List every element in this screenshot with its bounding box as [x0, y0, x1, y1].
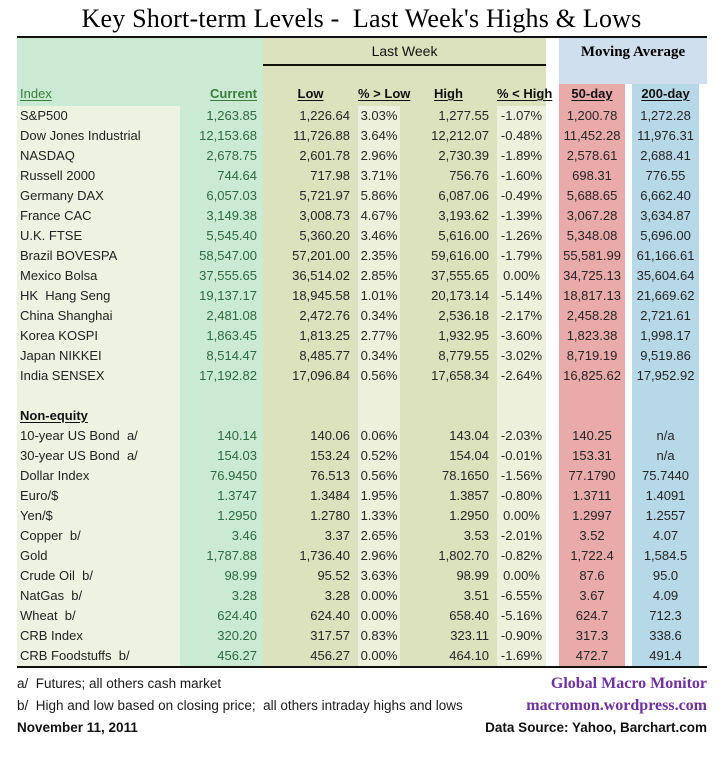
column-header-pct-above-low: % > Low: [358, 84, 400, 106]
footer: [17, 673, 707, 739]
spacer-cell: [263, 66, 546, 84]
ma200-cell: 1.2557: [625, 506, 707, 526]
pct-above-low-cell: 2.77%: [358, 326, 400, 346]
high-cell: 17,658.34: [400, 366, 497, 386]
ma200-cell: [625, 386, 707, 406]
index-cell: CRB Foodstuffs b/: [17, 646, 180, 666]
table-row: [17, 286, 707, 306]
table-row: [17, 366, 707, 386]
low-cell: 76.513: [263, 466, 358, 486]
ma50-cell: 87.6: [546, 566, 625, 586]
pct-below-high-cell: -2.64%: [497, 366, 546, 386]
ma50-cell: 1.2997: [546, 506, 625, 526]
table-row: [17, 326, 707, 346]
low-cell: 1.3484: [263, 486, 358, 506]
current-cell: [180, 386, 263, 406]
section-label: Non-equity: [20, 408, 88, 423]
table-row: [17, 526, 707, 546]
current-cell: 3.46: [180, 526, 263, 546]
pct-above-low-cell: 0.34%: [358, 346, 400, 366]
current-cell: 76.9450: [180, 466, 263, 486]
low-cell: [263, 406, 358, 426]
high-cell: 464.10: [400, 646, 497, 666]
ma50-cell: [546, 406, 625, 426]
footnotes: [17, 673, 463, 739]
ma50-cell: 624.7: [546, 606, 625, 626]
low-cell: 2,472.76: [263, 306, 358, 326]
ma50-cell: 140.25: [546, 426, 625, 446]
ma50-cell: 5,348.08: [546, 226, 625, 246]
ma200-cell: 17,952.92: [625, 366, 707, 386]
pct-above-low-cell: [358, 386, 400, 406]
report-date: November 11, 2011: [17, 720, 138, 735]
footnote-b: b/ High and low based on closing price; all others intraday highs and lows: [17, 698, 463, 713]
ma200-cell: 1,272.28: [625, 106, 707, 126]
pct-below-high-cell: -0.01%: [497, 446, 546, 466]
table-row: [17, 426, 707, 446]
group-header-row: [17, 38, 707, 66]
low-cell: 11,726.88: [263, 126, 358, 146]
low-cell: 36,514.02: [263, 266, 358, 286]
low-cell: 1,226.64: [263, 106, 358, 126]
pct-below-high-cell: -3.60%: [497, 326, 546, 346]
ma200-cell: 2,688.41: [625, 146, 707, 166]
ma50-cell: [546, 386, 625, 406]
ma50-cell: 153.31: [546, 446, 625, 466]
pct-below-high-cell: -1.26%: [497, 226, 546, 246]
credit-name: Global Macro Monitor: [550, 675, 707, 692]
index-cell: [17, 406, 180, 426]
pct-above-low-cell: 5.86%: [358, 186, 400, 206]
pct-below-high-cell: -1.39%: [497, 206, 546, 226]
table-row: [17, 106, 707, 126]
pct-above-low-cell: 3.46%: [358, 226, 400, 246]
current-cell: 320.20: [180, 626, 263, 646]
pct-below-high-cell: -1.79%: [497, 246, 546, 266]
high-cell: 1.3857: [400, 486, 497, 506]
ma50-cell: 1,200.78: [546, 106, 625, 126]
current-cell: 1,787.88: [180, 546, 263, 566]
current-cell: 5,545.40: [180, 226, 263, 246]
pct-above-low-cell: 1.33%: [358, 506, 400, 526]
pct-above-low-cell: 0.56%: [358, 466, 400, 486]
group-header-spacer-row: [17, 66, 707, 84]
pct-above-low-cell: 0.00%: [358, 606, 400, 626]
index-cell: Gold: [17, 546, 180, 566]
high-cell: 3.53: [400, 526, 497, 546]
column-header-low: Low: [263, 84, 358, 106]
current-cell: 456.27: [180, 646, 263, 666]
credit-url[interactable]: macromon.wordpress.com: [526, 697, 707, 714]
pct-below-high-cell: -0.82%: [497, 546, 546, 566]
current-cell: 744.64: [180, 166, 263, 186]
low-cell: 153.24: [263, 446, 358, 466]
current-cell: 624.40: [180, 606, 263, 626]
current-cell: 6,057.03: [180, 186, 263, 206]
low-cell: 317.57: [263, 626, 358, 646]
table-row: [17, 446, 707, 466]
ma200-cell: 11,976.31: [625, 126, 707, 146]
table-row: [17, 186, 707, 206]
ma50-cell: 698.31: [546, 166, 625, 186]
table-row: [17, 466, 707, 486]
pct-below-high-cell: [497, 406, 546, 426]
pct-above-low-cell: 2.96%: [358, 546, 400, 566]
high-cell: 6,087.06: [400, 186, 497, 206]
ma50-cell: 34,725.13: [546, 266, 625, 286]
ma200-cell: 1,998.17: [625, 326, 707, 346]
pct-above-low-cell: 3.03%: [358, 106, 400, 126]
current-cell: 2,678.75: [180, 146, 263, 166]
ma200-cell: 776.55: [625, 166, 707, 186]
low-cell: 624.40: [263, 606, 358, 626]
ma200-cell: 2,721.61: [625, 306, 707, 326]
pct-above-low-cell: 1.01%: [358, 286, 400, 306]
ma200-cell: 491.4: [625, 646, 707, 666]
ma50-cell: 5,688.65: [546, 186, 625, 206]
low-cell: 2,601.78: [263, 146, 358, 166]
ma200-cell: 75.7440: [625, 466, 707, 486]
pct-below-high-cell: -0.80%: [497, 486, 546, 506]
table-row: [17, 606, 707, 626]
credit-block: [485, 673, 707, 739]
pct-below-high-cell: 0.00%: [497, 566, 546, 586]
ma200-cell: n/a: [625, 426, 707, 446]
pct-above-low-cell: 0.06%: [358, 426, 400, 446]
current-cell: 1.2950: [180, 506, 263, 526]
low-cell: 57,201.00: [263, 246, 358, 266]
index-cell: HK Hang Seng: [17, 286, 180, 306]
index-cell: Wheat b/: [17, 606, 180, 626]
table-row: [17, 166, 707, 186]
index-cell: [17, 386, 180, 406]
current-cell: [180, 406, 263, 426]
pct-above-low-cell: 2.96%: [358, 146, 400, 166]
current-cell: 154.03: [180, 446, 263, 466]
index-cell: Russell 2000: [17, 166, 180, 186]
index-cell: Crude Oil b/: [17, 566, 180, 586]
pct-above-low-cell: [358, 406, 400, 426]
footnote-a: a/ Futures; all others cash market: [17, 676, 222, 691]
spacer-row: [17, 386, 707, 406]
ma200-cell: 4.09: [625, 586, 707, 606]
pct-above-low-cell: 0.52%: [358, 446, 400, 466]
table-row: [17, 486, 707, 506]
ma50-cell: 3,067.28: [546, 206, 625, 226]
high-cell: 37,555.65: [400, 266, 497, 286]
pct-below-high-cell: -1.07%: [497, 106, 546, 126]
high-cell: 8,779.55: [400, 346, 497, 366]
index-cell: Copper b/: [17, 526, 180, 546]
index-cell: Yen/$: [17, 506, 180, 526]
high-cell: 78.1650: [400, 466, 497, 486]
pct-below-high-cell: -0.90%: [497, 626, 546, 646]
low-cell: [263, 386, 358, 406]
pct-above-low-cell: 3.64%: [358, 126, 400, 146]
ma200-cell: 3,634.87: [625, 206, 707, 226]
low-cell: 1.2780: [263, 506, 358, 526]
column-header-high: High: [400, 84, 497, 106]
data-source: Data Source: Yahoo, Barchart.com: [485, 720, 707, 735]
index-cell: Brazil BOVESPA: [17, 246, 180, 266]
table-row: [17, 306, 707, 326]
low-cell: 5,721.97: [263, 186, 358, 206]
ma50-cell: 18,817.13: [546, 286, 625, 306]
column-header-ma200: 200-day: [625, 84, 707, 106]
high-cell: 323.11: [400, 626, 497, 646]
high-cell: 20,173.14: [400, 286, 497, 306]
high-cell: 3.51: [400, 586, 497, 606]
index-cell: Dow Jones Industrial: [17, 126, 180, 146]
high-cell: 5,616.00: [400, 226, 497, 246]
index-cell: NatGas b/: [17, 586, 180, 606]
ma200-cell: 9,519.86: [625, 346, 707, 366]
low-cell: 3,008.73: [263, 206, 358, 226]
table-row: [17, 546, 707, 566]
pct-above-low-cell: 3.71%: [358, 166, 400, 186]
table-row: [17, 566, 707, 586]
current-cell: 12,153.68: [180, 126, 263, 146]
pct-below-high-cell: -2.01%: [497, 526, 546, 546]
low-cell: 1,813.25: [263, 326, 358, 346]
ma200-cell: 1,584.5: [625, 546, 707, 566]
high-cell: 143.04: [400, 426, 497, 446]
table-row: [17, 206, 707, 226]
high-cell: 1,802.70: [400, 546, 497, 566]
high-cell: 756.76: [400, 166, 497, 186]
table-row: [17, 266, 707, 286]
high-cell: 1,932.95: [400, 326, 497, 346]
ma50-cell: 1,823.38: [546, 326, 625, 346]
ma200-cell: 21,669.62: [625, 286, 707, 306]
high-cell: 2,730.39: [400, 146, 497, 166]
ma50-cell: 8,719.19: [546, 346, 625, 366]
high-cell: 658.40: [400, 606, 497, 626]
low-cell: 717.98: [263, 166, 358, 186]
index-cell: Korea KOSPI: [17, 326, 180, 346]
ma200-cell: 4.07: [625, 526, 707, 546]
pct-below-high-cell: -3.02%: [497, 346, 546, 366]
low-cell: 8,485.77: [263, 346, 358, 366]
low-cell: 5,360.20: [263, 226, 358, 246]
pct-below-high-cell: 0.00%: [497, 266, 546, 286]
pct-below-high-cell: [497, 386, 546, 406]
current-cell: 3.28: [180, 586, 263, 606]
high-cell: 1,277.55: [400, 106, 497, 126]
ma50-cell: 1.3711: [546, 486, 625, 506]
high-cell: 2,536.18: [400, 306, 497, 326]
index-cell: Euro/$: [17, 486, 180, 506]
ma200-cell: [625, 406, 707, 426]
high-cell: 154.04: [400, 446, 497, 466]
last-week-group-header: Last Week: [263, 38, 546, 66]
ma200-cell: 1.4091: [625, 486, 707, 506]
index-cell: France CAC: [17, 206, 180, 226]
table-row: [17, 506, 707, 526]
ma200-cell: 5,696.00: [625, 226, 707, 246]
ma50-cell: 2,578.61: [546, 146, 625, 166]
low-cell: 1,736.40: [263, 546, 358, 566]
pct-above-low-cell: 0.83%: [358, 626, 400, 646]
low-cell: 3.37: [263, 526, 358, 546]
low-cell: 3.28: [263, 586, 358, 606]
pct-below-high-cell: -1.60%: [497, 166, 546, 186]
current-cell: 1.3747: [180, 486, 263, 506]
current-cell: 58,547.00: [180, 246, 263, 266]
table-row: [17, 246, 707, 266]
ma50-cell: 1,722.4: [546, 546, 625, 566]
index-cell: NASDAQ: [17, 146, 180, 166]
high-cell: 3,193.62: [400, 206, 497, 226]
ma200-cell: 712.3: [625, 606, 707, 626]
low-cell: 18,945.58: [263, 286, 358, 306]
ma50-cell: 55,581.99: [546, 246, 625, 266]
levels-table: [17, 38, 707, 666]
ma50-cell: 3.52: [546, 526, 625, 546]
group-spacer: [17, 38, 263, 66]
table-row: [17, 146, 707, 166]
index-cell: Mexico Bolsa: [17, 266, 180, 286]
high-cell: 1.2950: [400, 506, 497, 526]
current-cell: 98.99: [180, 566, 263, 586]
current-cell: 8,514.47: [180, 346, 263, 366]
ma200-cell: 338.6: [625, 626, 707, 646]
high-cell: 12,212.07: [400, 126, 497, 146]
table-body: [17, 106, 707, 666]
high-cell: [400, 386, 497, 406]
pct-below-high-cell: -5.16%: [497, 606, 546, 626]
pct-below-high-cell: -2.17%: [497, 306, 546, 326]
ma50-cell: 77.1790: [546, 466, 625, 486]
pct-below-high-cell: -2.03%: [497, 426, 546, 446]
table-row: [17, 346, 707, 366]
current-cell: 1,863.45: [180, 326, 263, 346]
table-row: [17, 586, 707, 606]
ma200-cell: 35,604.64: [625, 266, 707, 286]
section-label-row: [17, 406, 707, 426]
current-cell: 2,481.08: [180, 306, 263, 326]
ma50-cell: 2,458.28: [546, 306, 625, 326]
column-header-ma50: 50-day: [546, 84, 625, 106]
index-cell: 10-year US Bond a/: [17, 426, 180, 446]
ma50-cell: 16,825.62: [546, 366, 625, 386]
index-cell: 30-year US Bond a/: [17, 446, 180, 466]
current-cell: 140.14: [180, 426, 263, 446]
ma50-cell: 3.67: [546, 586, 625, 606]
pct-below-high-cell: -1.56%: [497, 466, 546, 486]
pct-above-low-cell: 0.56%: [358, 366, 400, 386]
index-cell: U.K. FTSE: [17, 226, 180, 246]
ma50-cell: 472.7: [546, 646, 625, 666]
low-cell: 95.52: [263, 566, 358, 586]
ma50-cell: 11,452.28: [546, 126, 625, 146]
pct-above-low-cell: 3.63%: [358, 566, 400, 586]
pct-below-high-cell: -6.55%: [497, 586, 546, 606]
current-cell: 1,263.85: [180, 106, 263, 126]
pct-below-high-cell: -0.48%: [497, 126, 546, 146]
ma200-cell: 95.0: [625, 566, 707, 586]
pct-above-low-cell: 2.65%: [358, 526, 400, 546]
pct-below-high-cell: -1.89%: [497, 146, 546, 166]
column-header-row: [17, 84, 707, 106]
high-cell: 98.99: [400, 566, 497, 586]
ma200-cell: 6,662.40: [625, 186, 707, 206]
low-cell: 140.06: [263, 426, 358, 446]
index-cell: India SENSEX: [17, 366, 180, 386]
pct-above-low-cell: 1.95%: [358, 486, 400, 506]
pct-above-low-cell: 0.34%: [358, 306, 400, 326]
index-cell: S&P500: [17, 106, 180, 126]
ma200-cell: n/a: [625, 446, 707, 466]
index-cell: Dollar Index: [17, 466, 180, 486]
pct-above-low-cell: 2.35%: [358, 246, 400, 266]
moving-average-group-header: Moving Average: [546, 38, 707, 66]
column-header-pct-below-high: % < High: [497, 84, 546, 106]
column-header-index: Index: [17, 84, 180, 106]
low-cell: 17,096.84: [263, 366, 358, 386]
table-row: [17, 226, 707, 246]
spacer-cell: [546, 66, 707, 84]
index-cell: China Shanghai: [17, 306, 180, 326]
pct-above-low-cell: 2.85%: [358, 266, 400, 286]
pct-above-low-cell: 4.67%: [358, 206, 400, 226]
index-cell: Germany DAX: [17, 186, 180, 206]
low-cell: 456.27: [263, 646, 358, 666]
page-title: Key Short-term Levels - Last Week's Highs & Lows: [81, 4, 642, 33]
ma50-cell: 317.3: [546, 626, 625, 646]
column-header-current: Current: [180, 84, 263, 106]
index-cell: Japan NIKKEI: [17, 346, 180, 366]
table-row: [17, 646, 707, 666]
pct-below-high-cell: 0.00%: [497, 506, 546, 526]
pct-above-low-cell: 0.00%: [358, 586, 400, 606]
current-cell: 17,192.82: [180, 366, 263, 386]
high-cell: [400, 406, 497, 426]
bottom-divider: [17, 666, 707, 668]
table-row: [17, 626, 707, 646]
table-row: [17, 126, 707, 146]
pct-below-high-cell: -1.69%: [497, 646, 546, 666]
current-cell: 19,137.17: [180, 286, 263, 306]
current-cell: 37,555.65: [180, 266, 263, 286]
pct-above-low-cell: 0.00%: [358, 646, 400, 666]
high-cell: 59,616.00: [400, 246, 497, 266]
index-cell: CRB Index: [17, 626, 180, 646]
spacer-cell: [17, 66, 263, 84]
pct-below-high-cell: -5.14%: [497, 286, 546, 306]
pct-below-high-cell: -0.49%: [497, 186, 546, 206]
ma200-cell: 61,166.61: [625, 246, 707, 266]
current-cell: 3,149.38: [180, 206, 263, 226]
